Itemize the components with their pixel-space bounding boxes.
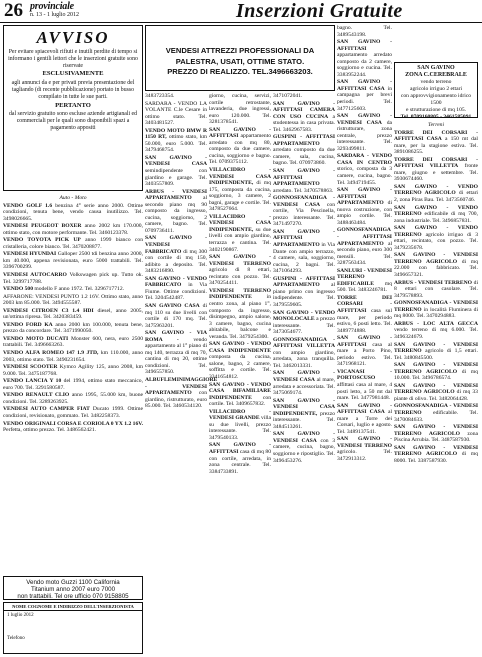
column-1-ads (3, 203, 143, 434)
avviso-text-1: Per evitare spiacevoli rifiuti e inutili perdite di tempo si informano i gentili lettori che le inserzioni gratuite sono riservate (8, 49, 138, 69)
column-5-ads (337, 25, 392, 463)
column-5 (337, 25, 392, 653)
classified-ad: SAN GAVINO - VENDESI FABBRICATO di mq 300 con cortile di mq 150, adibito a deposito. Tel. 3483216890. (145, 235, 207, 275)
boxed-ad-line-2: PALESTRA, USATI, OTTIME STATO. (175, 56, 305, 66)
column-2-ads (145, 93, 218, 410)
classified-ad: ARBUS - VENDESI TERRENO di 8 ettari con casolare. Tel. 3479578893. (394, 279, 479, 299)
column-6-ads (394, 130, 478, 465)
classified-ad: SAN GAVINO - VENDO MONOLOCALE a prezzo interessante. Tel. 3473054677. (273, 309, 335, 336)
side-box-line-4: agricolo irriguo 2 ettari (409, 86, 463, 92)
classified-ad: VENDO ALFA ROMEO 147 1.9 JTD, km 110.000, anno 2003, ottimo stato. Tel. 3490231654. (3, 350, 143, 363)
classified-ad: SAN GAVINO - VENDESI TERRENO agricolo di 8 ettari, recintato con pozzo. Tel. 3470254411. (209, 254, 271, 287)
classified-ad: VENDESI TERRENO INDIPENDENTE in centro zona, al piano 1°, composto da ingresso, disimpegno, ampio salone, 3 camere, bagno, cucina abitabile, balcone e veranda. Tel. 3479254300. (209, 287, 271, 340)
classified-ad: SAN GAVINO - VENDESI CASA da ristrutturare, zona centrale, prezzo interessante. Tel. 3293499811. (337, 113, 392, 152)
classified-ad: SAN GAVINO - VENDO CASA BIFAMILIARE INDIPENDENTE con cortile. Tel. 3409657832. (209, 381, 271, 408)
classified-ad: SAN GAVINO - VENDO TERRENO edificabile di mq 700, zona industriale. Tel. 3496857831. (394, 204, 478, 224)
column-3-ads (209, 93, 271, 475)
side-box (394, 62, 478, 118)
classified-ad: VENDO MOTO BMW R 1150 RT, ottimo stato, km 50.000, euro 5.000. Tel. 3479468754. (145, 127, 207, 154)
moto-box (3, 576, 143, 600)
avviso-text-4: PERTANTO (55, 101, 91, 109)
classified-ad: VILLACIDRO - VENDESI GRANDE villa su due livelli, prezzo interessante. Tel. 3479540133. (209, 408, 271, 441)
classified-ad: SAN GAVINO - VENDO TERRENO AGRICOLO di ettari 2, zona Piras Bau. Tel. 3473560746. (394, 183, 478, 204)
coupon-phone-label: Telefono (7, 636, 25, 641)
classified-ad: VENDO ORIGINALI CORSA E CORIOLA 0 YX 1.2 16V. Perfetta, ottimo prezzo. Tel. 3486562421. (3, 420, 143, 434)
classified-ad: SAN GAVINO - VENDESI CASA semindipendente con giardino e garage. Tel. 3403557809. (145, 154, 207, 188)
classified-ad: GONNOSFANADIGA - AFFITTASI VILLETTA con ampio giardino, arredata, zona tranquilla. Tel. 3462013331. (273, 336, 335, 369)
classified-ad: giorno, cucina, servizi, cortile retrostante, lavanderia, due ingressi, euro 120.000. Tel. 3281378541. (209, 93, 271, 126)
classified-ad: SARDARA - VENDO CASA IN CENTRO storico, composta da 3 camere, cucina, bagno. Tel. 3494719455. (337, 153, 392, 186)
coupon-heading: NOME COGNOME E INDIRIZZO DELL'INSERZIONISTA (4, 603, 142, 611)
avviso-text-3: agli annunci da e per privati previa presentazione del tagliando (di recente pubblicazione) portato in busso compilato in tutte le sue parti. (11, 80, 135, 100)
side-box-line-5: con approvvigionamento idrico 1500 (400, 93, 472, 106)
classified-ad: SAN GAVINO - VENDESI CASA INDIPENDENTE, prezzo interessante. Tel. 3484513261. (273, 397, 335, 430)
classified-ad: VENDESI PEUGEOT BOXER anno 2002 km 170.000, ottimo stato, con motore performante. Tel. 3460123378. (3, 223, 144, 236)
classified-ad: TORRE DEI CORSARI - AFFITTASI CASA a 150 mt dal mare, per la stagione estiva. Tel. 3891086255. (394, 129, 478, 156)
side-box-line-6: e strutturazione di mq 105. (405, 107, 467, 113)
classified-ad: SAN GAVINO - AFFITTASI APPARTAMENTO arredato. Tel. 3470578863. (273, 168, 335, 194)
classified-ad: SAN GAVINO - VENDO CASA INDIPENDENTE composta da cucina, salone, bagno, 2 camere, soffitta e cortile. Tel. 3341654812. (209, 341, 271, 380)
classified-ad: VENDO LANCIA Y 10 del 1994, ottimo stato meccanico, euro 700. Tel. 3291580587. (3, 378, 144, 391)
coupon-date: 1 luglio 2012 (7, 613, 34, 618)
classified-ad: VILLACIDRO - VENDESI CASA INDIPENDENTE, su due livelli con ampio giardino, terrazza e cantina. Tel. 3402190867. (209, 213, 271, 253)
column-6 (394, 120, 478, 653)
classified-ad: SAN GAVINO - AFFITTASI appartamento arredato con mq 80, composto da due camere, cucina, soggiorno e bagno. Tel. 0709375112. (209, 126, 271, 166)
avviso-text-5: dal servizio gratuito sono escluse aziende artigianali ed commerciali per le quali sono disponibili spazi a pagamento appositi (9, 111, 137, 131)
classified-ad: ARBUS - VENDESI APPARTAMENTO al secondo piano mq 90 composto da ingresso, cucina, soggiorno, 2 camere, bagno. Tel. 0709736411. (145, 188, 207, 234)
classified-ad: SAN GAVINO - VENDESI CASA al mare, arredata e accessoriata. Tel. 3475069174. (273, 370, 335, 397)
classified-ad: VENDO 500 modello F anno 1972. Tel. 3296717712. (3, 286, 125, 293)
classified-ad: SAN GAVINO - AFFITTASI APPARTAMENTO di nuova costruzione, con ampio cortile. Tel. 3488463484. (337, 187, 392, 226)
classified-ad: SAN GAVINO - VENDESI TERRENO agricolo di 1,5 ettari. Tel. 3480845500. (394, 341, 478, 361)
classified-ad: SAN GAVINO - VENDESI TERRENO AGRICOLO zona Piscina Arrubia. Tel. 3487587930. (394, 424, 478, 444)
classified-ad: VENDO FORD KA anno 2000 km 100.000, tenuta bene, prezzo da concordare. Tel. 3471990050. (3, 321, 143, 335)
classified-ad: AFFARONE: VENDESI PUNTO 1.2 16V. Ottimo stato, anno 2003 km 85.000. Tel. 3494555587. (3, 293, 143, 307)
classified-ad: VENDESI HYUNDAI Galloper 2500 tdi benzina anno 2000, km 40.000, appena revisionata, euro 5000 trattabili. Tel. 3396700299. (3, 251, 143, 271)
column-1 (3, 193, 143, 573)
avviso-box (3, 25, 143, 191)
boxed-ad-line-1: VENDESI ATTREZZI PROFESSIONALI DA (165, 46, 315, 55)
classified-ad: SARDARA - VENDO LA VOLANTE C.le Cesare in ottimo stato. Tel. 3403481527. (145, 100, 207, 127)
classified-ad: SAN GAVINO - VENDESI CASA con 3 camere, cucina, bagno, soggiorno e ripostiglio. Tel. 3496453276. (273, 431, 336, 464)
classified-ad: GONNOSFANADIGA - VENDESI CASA con cortile, Via Pescinella, prezzo interessante. Tel. 3471497270. (273, 195, 335, 228)
classified-ad: GUSPINI - AFFITTASI APPARTAMENTO arredato composto da due camere, sala, cucina, bagno. Tel. 070973860. (273, 134, 335, 167)
classified-ad: SAN GAVINO - AFFITTASI casa di mq 80 con cortile, arredata, in zona centrale. Tel. 3384733891. (209, 442, 271, 475)
classified-ad: bagno. Tel. 3489543198. (337, 25, 392, 38)
classified-ad: TORRE DEI CORSARI - AFFITTASI VILLETTA fronte mare, giugno e settembre. Tel. 3930674460. (394, 156, 478, 183)
newspaper-logo: provinciale (30, 1, 74, 12)
classified-ad: SAN GAVINO - AFFITTASI appartamento arredato composto da 2 camere, soggiorno e cucina. Tel. 3383952244. (337, 39, 392, 78)
side-box-line-2: ZONA C.CEREBRALE (405, 72, 467, 78)
classified-ad: 3483723354. (145, 93, 175, 99)
side-box-line-7: Tel. 0709160805 - 3461585091 (400, 114, 472, 120)
classified-ad: GONNOSFANADIGA - VENDESI TERRENO in località Fluminera di mq 8000. Tel. 3470294883. (394, 300, 478, 320)
classified-ad: VILLACIDRO - VENDESI CASA INDIPENDENTE, di mq 175, composta da cucina, soggiorno, 3 camere, 2 bagni, garage e cortile. Tel. 3478527664. (209, 167, 271, 213)
classified-ad: SAN GAVINO - AFFITTASI CASA al mare a Torre dei Corsari, luglio e agosto. Tel. 3489137541. (337, 402, 392, 435)
classified-ad: GONNOSFANADIGA - VENDESI TERRENO edificabile. Tel. 3470084633. (394, 403, 478, 423)
classified-ad: SANLURI - VENDESI TERRENO EDIFICABILE mq 500. Tel. 3483246781. (337, 267, 392, 294)
classified-ad: VENDESI AUTO CAMPER FIAT Ducato 1999. Ottime condizioni, revisionato, gommato. Tel. 3482258373. (3, 406, 143, 419)
column-4-ads (273, 93, 335, 464)
boxed-ad (145, 25, 335, 91)
classified-ad: VENDESI CITROEN C3 1.4 HDI diesel, anno 2005, un'ottima ripresa. Tel. 3420383459. (3, 307, 143, 321)
classified-ad: VENDO TOYOTA PICK UP anno 1999 bianco con cristalleria, colore bianco. Tel. 3470208877. (3, 237, 143, 250)
classified-ad: TORRE DEI CORSARI - AFFITTASI casa sul mare, per periodo estivo, 6 posti letto. Tel. 3489774888. (337, 294, 392, 334)
classified-ad: SAN GAVINO - AFFITTASI CASA in campagna per brevi periodi. Tel. 3477125603. (337, 79, 392, 112)
column-2 (145, 93, 218, 653)
moto-line-2: Titanium anno 2007 euro 7000 (30, 586, 116, 594)
side-box-line-1: SAN GAVINO (417, 65, 455, 71)
classified-ad: ARBUS - LOC ALTA GECCA vendo terreno di mq 6.000. Tel. 3496324679. (394, 320, 478, 340)
coupon-box (3, 602, 143, 654)
column-4 (273, 93, 335, 653)
classified-ad: SAN GAVINO - VENDESI TERRENO agricolo. Tel. 3472913312. (337, 436, 392, 462)
classified-ad: GONNOSFANADIGA - AFFITTASI APPARTAMENTO al secondo piano, euro 300 mensili. Tel. 3287563434. (337, 227, 392, 267)
classified-ad: VICANASI - PORTOSCUSO affittasi casa al mare, 4 posti letto, a 50 mt dal mare. Tel. 3477981448. (337, 368, 392, 402)
classified-ad: SAN GAVINO - VENDESI TERRENO AGRICOLO di mq 22.000 con fabbricato. Tel. 3496657321. (394, 252, 478, 279)
classified-ad: SAN GAVINO - AFFITTASI APPARTAMENTO in Via Dante con ampio terrazzo, 4 camere, sala, soggiorno, cucina, 2 bagni. Tel. 3471064293. (273, 228, 335, 275)
avviso-text-2: ESCLUSIVAMENTE (42, 70, 104, 78)
classified-ad: VENDESI AUTOCARRO Volkswagen pick up. Tutto ok. Tel. 3299717788. (3, 272, 143, 285)
classified-ad: SAN GAVINO - VIA ROMA - vendo appartamento al 1° piano di mq 140, terrazza di mq 70, cantina di mq 20, ottime condizioni. Tel. 3496557850. (145, 330, 207, 376)
classified-ad: SAN GAVINO - VENDESI TERRENO AGRICOLO di mq 10.000. Tel. 3496786574. (394, 362, 478, 382)
classified-ad: VENDO GOLF 1.6 benzina 4° serie anno 2000. Ottime condizioni, tenuta bene, vendo causa inutilizzo. Tel. 3498026665. (3, 202, 144, 222)
classified-ad: 3471072041. (273, 93, 303, 99)
classified-ad: GUSPINI - AFFITTASI APPARTAMENTO al piano primo con ingresso indipendente. Tel. 3479559605. (273, 275, 335, 308)
classified-ad: SAN GAVINO - VENDO TERRENO agricolo irriguo di 3 ettari, recintato, con pozzo. Tel. 3479235678. (394, 225, 478, 251)
avviso-heading: AVVISO (36, 28, 110, 47)
classified-ad: VENDO RENAULT CLIO anno 1995, 55.000 km, buone condizioni. Tel. 3289263925. (3, 392, 143, 405)
side-box-line-3: vendo terreno (420, 79, 452, 85)
section-auto-moto: Auto - Moto (59, 195, 87, 201)
classified-ad: SAN GAVINO - VENDESI TERRENO AGRICOLO di mq 8000. Tel. 3387587930. (394, 444, 478, 464)
section-terreni: Terreni (427, 122, 445, 128)
classified-ad: SAN GAVINO CASA di mq 110 su due livelli con cortile di 170 mq. Tel. 3475963201. (145, 302, 208, 329)
page-number: 26 (4, 0, 23, 21)
page-header (0, 0, 482, 23)
moto-line-3: non trattabili. Tel ore ufficio 070 9158805 (17, 593, 129, 601)
classified-ad: VENDESI SCOOTER Kymco Agility 125, anno 2008, km 9.000. Tel. 3475187768. (3, 364, 143, 377)
classified-ad: SAN GAVINO - AFFITTASI casa al mare a Porto Pino, periodo estivo. Tel. 3471968121. (337, 335, 392, 368)
classified-ad: SAN GAVINO - VENDESI TERRENO AGRICOLO di mq 33 piante di olivo. Tel. 3482064428. (394, 382, 478, 402)
moto-line-1: Vendo moto Guzzi 1100 California (26, 579, 120, 586)
boxed-ad-line-3: PREZZO DI REALIZZO. TEL.3496663203. (167, 67, 313, 76)
classified-ad: SAN GAVINO - AFFITTASI CAMERA CON USO CUCINA a studentessa in casa privata. Tel. 3462967583. (273, 100, 335, 133)
issue-info: n. 13 - 1 luglio 2012 (30, 12, 79, 18)
classified-ad: ALBUFLEMINIMAGGIORE - VENDESI APPARTAMENTO con giardino, ristrutturato, euro 85.000. Tel. 3460534120. (145, 376, 218, 410)
classified-ad: VENDO MOTO DUCATI Monster 600, nera, euro 2500 trattabili. Tel. 3496663263. (3, 335, 144, 349)
column-3 (209, 93, 271, 653)
classified-ad: SAN GAVINO - VENDO FABBRICATO in Via Fiume. Ottime condizioni. Tel. 3204542487. (145, 275, 207, 302)
page-title: Inserzioni Gratuite (236, 0, 403, 22)
